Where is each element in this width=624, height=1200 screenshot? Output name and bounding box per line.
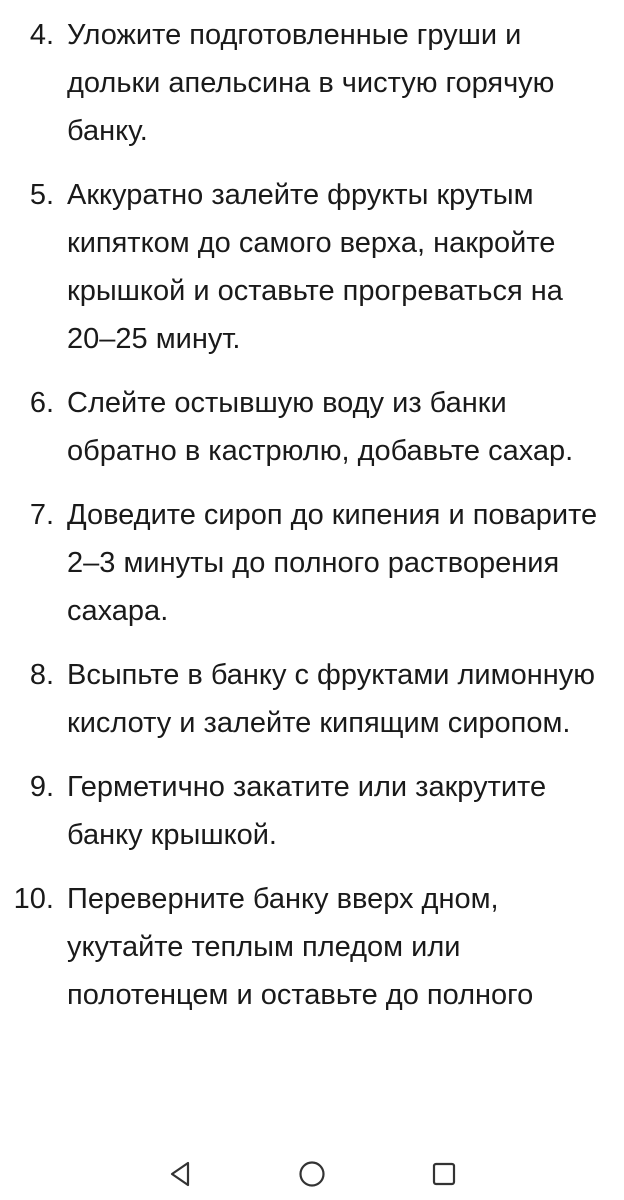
triangle-back-icon — [167, 1160, 193, 1188]
step-number: 10. — [13, 883, 54, 915]
step-number: 6. — [29, 387, 54, 419]
list-item — [0, 11, 624, 155]
step-number: 5. — [29, 179, 54, 211]
list-item — [0, 651, 624, 747]
step-number: 9. — [29, 771, 54, 803]
step-text: Уложите подготовленные груши и дольки апельсина в чистую горячую банку. — [67, 19, 555, 147]
step-text: Всыпьте в банку с фруктами лимонную кислоту и залейте кипящим сиропом. — [67, 659, 595, 739]
recents-button[interactable] — [420, 1150, 468, 1198]
step-number: 8. — [29, 659, 54, 691]
list-item — [0, 875, 624, 1019]
step-text: Переверните банку вверх дном, укутайте теплым пледом или полотенцем и оставьте до полного — [67, 883, 534, 1011]
back-button[interactable] — [156, 1150, 204, 1198]
step-text: Слейте остывшую воду из банки обратно в кастрюлю, добавьте сахар. — [67, 387, 574, 467]
list-item — [0, 491, 624, 635]
system-navigation-bar — [0, 1148, 624, 1200]
recipe-steps-list — [0, 11, 624, 1035]
list-item — [0, 379, 624, 475]
square-recents-icon — [430, 1160, 458, 1188]
step-number: 4. — [29, 19, 54, 51]
step-number: 7. — [29, 499, 54, 531]
step-text: Аккуратно залейте фрукты крутым кипятком до самого верха, накройте крышкой и оставьте прогреваться на 20–25 минут. — [67, 179, 563, 355]
step-text: Герметично закатите или закрутите банку крышкой. — [67, 771, 547, 851]
home-button[interactable] — [288, 1150, 336, 1198]
step-text: Доведите сироп до кипения и поварите 2–3 минуты до полного растворения сахара. — [67, 499, 598, 627]
list-item — [0, 171, 624, 363]
list-item — [0, 763, 624, 859]
circle-home-icon — [297, 1159, 327, 1189]
